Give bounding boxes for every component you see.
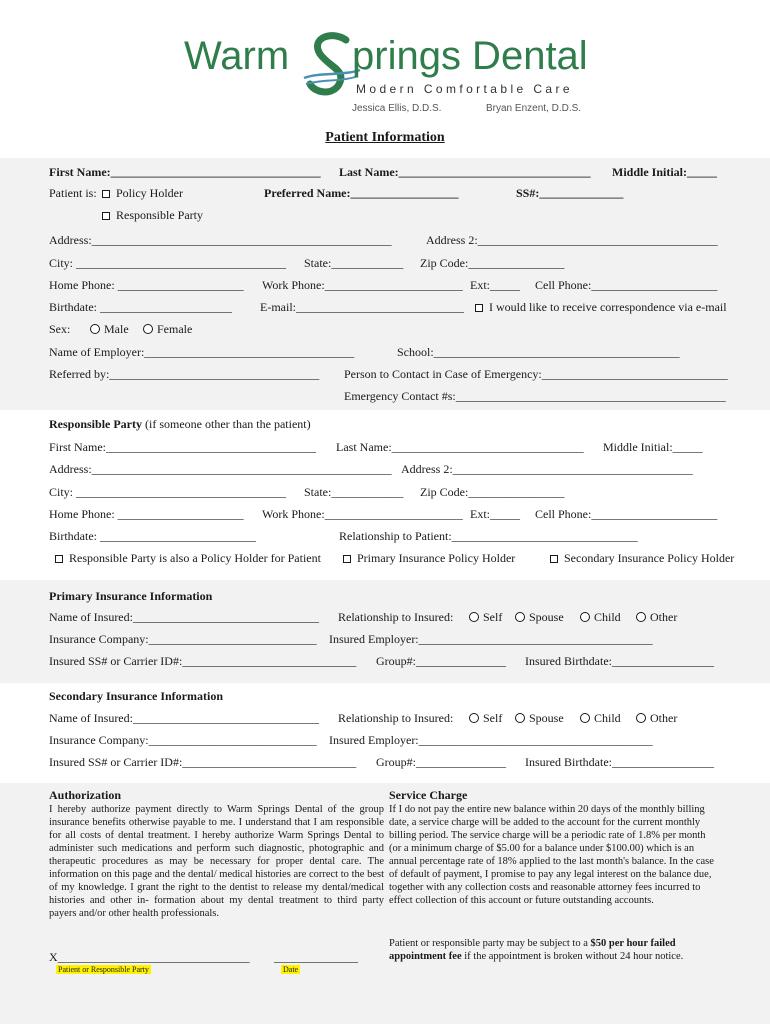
primary-self-radio[interactable] xyxy=(469,612,479,622)
secondary-other-option[interactable] xyxy=(636,711,677,725)
primary-child-radio[interactable] xyxy=(580,612,590,622)
email-pref-checkbox[interactable] xyxy=(475,304,483,312)
primary-other-label: Other xyxy=(650,610,678,624)
primary-name-insured[interactable]: Name of Insured:_______________________________ xyxy=(49,610,319,624)
rp-city[interactable]: City: ___________________________________ xyxy=(49,485,287,499)
rp-home-phone[interactable]: Home Phone: _____________________ xyxy=(49,507,244,521)
rp-policy-holder-label: Responsible Party is also a Policy Holder for Patient xyxy=(69,551,321,565)
secondary-policy-holder-checkbox[interactable] xyxy=(550,555,558,563)
patient-cell-phone[interactable]: Cell Phone:_____________________ xyxy=(535,278,718,292)
secondary-self-radio[interactable] xyxy=(469,713,479,723)
responsible-heading-title: Responsible Party xyxy=(49,417,142,431)
rp-relationship[interactable]: Relationship to Patient:_______________________________ xyxy=(339,529,638,543)
primary-child-option[interactable] xyxy=(580,610,621,624)
primary-relationship-label: Relationship to Insured: xyxy=(338,610,454,624)
primary-group[interactable]: Group#:_______________ xyxy=(376,654,506,668)
secondary-employer[interactable]: Insured Employer:_______________________________________ xyxy=(329,733,653,747)
email-pref-label: I would like to receive correspondence via e-mail xyxy=(489,300,727,314)
patient-employer[interactable]: Name of Employer:___________________________________ xyxy=(49,345,355,359)
policy-holder-option[interactable] xyxy=(102,186,183,200)
primary-ins-birthdate[interactable]: Insured Birthdate:_________________ xyxy=(525,654,714,668)
primary-other-option[interactable] xyxy=(636,610,677,624)
secondary-child-label: Child xyxy=(594,711,621,725)
rp-ext[interactable]: Ext:_____ xyxy=(470,507,520,521)
secondary-other-label: Other xyxy=(650,711,678,725)
service-charge-heading: Service Charge xyxy=(389,788,468,802)
policy-holder-checkbox[interactable] xyxy=(102,190,110,198)
secondary-policy-holder-label: Secondary Insurance Policy Holder xyxy=(564,551,735,565)
primary-spouse-option[interactable] xyxy=(515,610,564,624)
rp-address-2[interactable]: Address 2:________________________________________ xyxy=(401,462,693,476)
patient-address[interactable]: Address:__________________________________________________ xyxy=(49,233,392,247)
secondary-self-label: Self xyxy=(483,711,503,725)
sex-female-label: Female xyxy=(157,322,193,336)
logo-name-part1: Warm xyxy=(184,34,290,78)
secondary-ins-heading: Secondary Insurance Information xyxy=(49,689,224,703)
patient-state[interactable]: State:____________ xyxy=(304,256,404,270)
date-line[interactable]: ______________ xyxy=(274,950,358,964)
secondary-relationship-label: Relationship to Insured: xyxy=(338,711,454,725)
emergency-numbers[interactable]: Emergency Contact #s:_____________________________________________ xyxy=(344,389,726,403)
patient-first-name[interactable]: First Name:___________________________________ xyxy=(49,165,321,179)
secondary-child-option[interactable] xyxy=(580,711,621,725)
logo-tagline: Modern Comfortable Care xyxy=(356,82,573,96)
fee-text-pre: Patient or responsible party may be subject to a xyxy=(389,938,591,949)
responsible-heading-note: (if someone other than the patient) xyxy=(145,417,311,431)
logo-dentist-1: Jessica Ellis, D.D.S. xyxy=(352,103,442,114)
sex-female-option[interactable] xyxy=(143,322,192,336)
secondary-child-radio[interactable] xyxy=(580,713,590,723)
responsible-party-label: Responsible Party xyxy=(116,208,203,222)
patient-address-2[interactable]: Address 2:________________________________________ xyxy=(426,233,718,247)
patient-ssn[interactable]: SS#:______________ xyxy=(516,186,624,200)
patient-birthdate[interactable]: Birthdate: ______________________ xyxy=(49,300,232,314)
rp-work-phone[interactable]: Work Phone:_______________________ xyxy=(262,507,463,521)
secondary-name-insured[interactable]: Name of Insured:_______________________________ xyxy=(49,711,319,725)
authorization-heading: Authorization xyxy=(49,788,121,802)
primary-child-label: Child xyxy=(594,610,621,624)
primary-ins-heading: Primary Insurance Information xyxy=(49,589,213,603)
patient-last-name[interactable]: Last Name:________________________________ xyxy=(339,165,591,179)
patient-zip[interactable]: Zip Code:________________ xyxy=(420,256,565,270)
sex-male-label: Male xyxy=(104,322,129,336)
secondary-spouse-label: Spouse xyxy=(529,711,564,725)
primary-policy-holder-label: Primary Insurance Policy Holder xyxy=(357,551,516,565)
page-title: Patient Information xyxy=(325,130,445,145)
primary-spouse-radio[interactable] xyxy=(515,612,525,622)
patient-home-phone[interactable]: Home Phone: _____________________ xyxy=(49,278,244,292)
secondary-policy-holder-option[interactable] xyxy=(550,551,734,565)
secondary-group[interactable]: Group#:_______________ xyxy=(376,755,506,769)
service-charge-text: If I do not pay the entire new balance within 20 days of the monthly billing date, a service charge will be added to the account for the current monthly billing period. The service charge will be a periodic rate of 1.8% per month (or a minimum charge of $5.00 for a balance under $100.00) which is an annual percentage rate of 18% applied to the last month's balance. In the case of default of payment, I promise to pay any legal interest on the balance due, together with any collection costs and reasonable attorney fees incurred to effect collection of this account or future outstanding accounts. xyxy=(389,804,714,906)
secondary-spouse-radio[interactable] xyxy=(515,713,525,723)
sex-female-radio[interactable] xyxy=(143,324,153,334)
rp-policy-holder-option[interactable] xyxy=(55,551,321,565)
preferred-name[interactable]: Preferred Name:__________________ xyxy=(264,186,459,200)
primary-employer[interactable]: Insured Employer:_______________________________________ xyxy=(329,632,653,646)
secondary-other-radio[interactable] xyxy=(636,713,646,723)
signature-label-text: Patient or Responsible Party xyxy=(58,965,149,974)
secondary-company[interactable]: Insurance Company:____________________________ xyxy=(49,733,317,747)
rp-middle-initial[interactable]: Middle Initial:_____ xyxy=(603,440,703,454)
rp-address[interactable]: Address:__________________________________________________ xyxy=(49,462,392,476)
patient-middle-initial[interactable]: Middle Initial:_____ xyxy=(612,165,718,179)
primary-other-radio[interactable] xyxy=(636,612,646,622)
primary-self-label: Self xyxy=(483,610,503,624)
rp-zip[interactable]: Zip Code:________________ xyxy=(420,485,565,499)
date-label xyxy=(281,963,300,975)
responsible-heading xyxy=(49,417,311,431)
logo-name-part2: prings Dental xyxy=(352,34,588,78)
rp-last-name[interactable]: Last Name:________________________________ xyxy=(336,440,584,454)
rp-cell-phone[interactable]: Cell Phone:_____________________ xyxy=(535,507,718,521)
rp-first-name[interactable]: First Name:___________________________________ xyxy=(49,440,316,454)
fee-text-post: if the appointment is broken without 24 hour notice. xyxy=(461,951,684,962)
secondary-self-option[interactable] xyxy=(469,711,502,725)
fee-text-bold-2: appointment fee xyxy=(389,951,462,962)
sex-male-radio[interactable] xyxy=(90,324,100,334)
sex-label: Sex: xyxy=(49,322,71,336)
patient-ext[interactable]: Ext:_____ xyxy=(470,278,520,292)
policy-holder-label: Policy Holder xyxy=(116,186,183,200)
email-pref-option[interactable] xyxy=(475,300,727,314)
signature-label xyxy=(56,963,151,975)
rp-policy-holder-checkbox[interactable] xyxy=(55,555,63,563)
fee-text-bold-1: $50 per hour failed xyxy=(590,938,676,949)
patient-is-label: Patient is: xyxy=(49,186,97,200)
authorization-text: I hereby authorize payment directly to Warm Springs Dental of the group insurance benefits otherwise payable to me. I understand that I am responsible for all costs of dental treatment. I hereby authorize Warm Springs Dental to administer such medications and perform such diagnostic, photographic and therapeutic procedures as may be necessary for proper dental care. The information on this page and the dental/ medical histories are correct to the best of my knowledge. I grant the right to the dentist to release my dental/medical histories and other in- formation about my dental treatment to third party payers and/or other health professionals. xyxy=(49,804,384,919)
rp-birthdate[interactable]: Birthdate: __________________________ xyxy=(49,529,256,543)
patient-email[interactable]: E-mail:____________________________ xyxy=(260,300,464,314)
secondary-ins-birthdate[interactable]: Insured Birthdate:_________________ xyxy=(525,755,714,769)
primary-spouse-label: Spouse xyxy=(529,610,564,624)
primary-self-option[interactable] xyxy=(469,610,502,624)
primary-policy-holder-option[interactable] xyxy=(343,551,515,565)
responsible-party-checkbox[interactable] xyxy=(102,212,110,220)
responsible-party-option[interactable] xyxy=(102,208,203,222)
logo-dentist-2: Bryan Enzent, D.D.S. xyxy=(486,103,582,114)
date-label-text: Date xyxy=(283,965,299,974)
secondary-spouse-option[interactable] xyxy=(515,711,564,725)
primary-company[interactable]: Insurance Company:____________________________ xyxy=(49,632,317,646)
patient-city[interactable]: City: ___________________________________ xyxy=(49,256,287,270)
logo xyxy=(180,30,590,120)
patient-work-phone[interactable]: Work Phone:_______________________ xyxy=(262,278,463,292)
patient-school[interactable]: School:_________________________________________ xyxy=(397,345,680,359)
signature-line[interactable]: X________________________________ xyxy=(49,950,250,964)
rp-state[interactable]: State:____________ xyxy=(304,485,404,499)
failed-appointment-notice xyxy=(389,937,719,963)
sex-male-option[interactable] xyxy=(90,322,129,336)
emergency-contact[interactable]: Person to Contact in Case of Emergency:_______________________________ xyxy=(344,367,728,381)
patient-referred-by[interactable]: Referred by:___________________________________ xyxy=(49,367,320,381)
primary-ss-carrier[interactable]: Insured SS# or Carrier ID#:_____________________________ xyxy=(49,654,357,668)
primary-policy-holder-checkbox[interactable] xyxy=(343,555,351,563)
secondary-ss-carrier[interactable]: Insured SS# or Carrier ID#:_____________________________ xyxy=(49,755,357,769)
